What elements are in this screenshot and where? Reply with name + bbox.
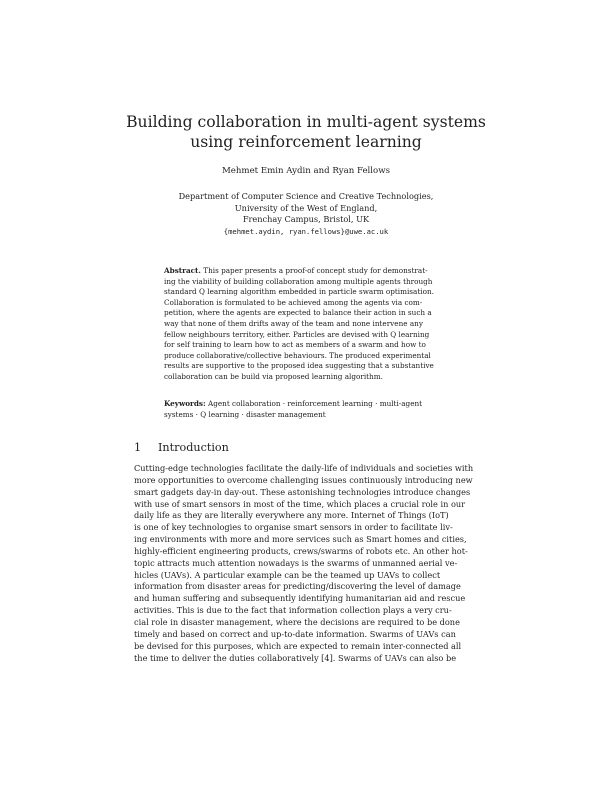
affiliation-line-3: Frenchay Campus, Bristol, UK: [242, 214, 370, 224]
keywords-label: Keywords:: [164, 399, 206, 408]
abstract-line: Collaboration is formulated to be achieved among the agents via com-: [164, 297, 423, 307]
title-line-2: using reinforcement learning: [190, 133, 422, 151]
body-line: ing environments with more and more services such as Smart homes and cities,: [134, 534, 467, 545]
paper-title: [120, 112, 492, 152]
affiliation: [120, 191, 492, 237]
body-line: topic attracts much attention nowadays is the swarms of unmanned aerial ve-: [134, 557, 458, 568]
body-line: with use of smart sensors in most of the time, which places a crucial role in our: [134, 498, 466, 509]
section-heading-introduction: [134, 441, 229, 455]
abstract-line: produce collaborative/collective behaviours. The produced experimental: [164, 350, 431, 360]
abstract-line: ing the viability of building collaboration among multiple agents through: [164, 276, 433, 286]
body-line: activities. This is due to the fact that information collection plays a very cru-: [134, 605, 452, 616]
body-line: more opportunities to overcome challenging issues continuously introducing new: [134, 474, 473, 485]
abstract-line: fellow neighbours territory, either. Particles are devised with Q learning: [164, 329, 430, 339]
abstract-line: way that none of them drifts away of the team and none intervene any: [164, 318, 423, 328]
affiliation-line-1: Department of Computer Science and Creative Technologies,: [178, 191, 434, 201]
body-line: is one of key technologies to organise smart sensors in order to facilitate liv-: [134, 522, 453, 533]
section-number: 1: [134, 441, 142, 454]
body-line: the time to deliver the duties collaboratively [4]. Swarms of UAVs can also be: [134, 652, 457, 663]
author-list: Mehmet Emin Aydin and Ryan Fellows: [222, 166, 390, 176]
abstract-line: for self training to learn how to act as members of a swarm and how to: [164, 340, 426, 350]
abstract-line: collaboration can be build via proposed learning algorithm.: [164, 371, 383, 381]
abstract-label: Abstract.: [164, 266, 201, 275]
keywords-line: systems · Q learning · disaster management: [164, 409, 326, 419]
body-line: and human suffering and subsequently identifying humanitarian aid and rescue: [134, 593, 466, 604]
abstract-line: standard Q learning algorithm embedded in particle swarm optimisation.: [164, 287, 434, 297]
abstract-line: results are supportive to the proposed idea suggesting that a substantive: [164, 361, 434, 371]
body-line: highly-efficient engineering products, crews/swarms of robots etc. An other hot-: [134, 545, 468, 556]
body-line: Cutting-edge technologies facilitate the daily-life of individuals and societies with: [134, 463, 474, 473]
title-line-1: Building collaboration in multi-agent systems: [126, 113, 486, 131]
body-line: cial role in disaster management, where the decisions are required to be done: [134, 616, 460, 627]
body-line: timely and based on correct and up-to-date information. Swarms of UAVs can: [134, 628, 456, 639]
body-line: daily life as they are literally everywhere any more. Internet of Things (IoT): [134, 510, 449, 521]
body-line: information from disaster areas for predicting/discovering the level of damage: [134, 581, 461, 592]
abstract-line: petition, where the agents are expected to balance their action in such a: [164, 308, 432, 318]
author-email: {mehmet.aydin, ryan.fellows}@uwe.ac.uk: [223, 226, 389, 236]
body-line: be devised for this purposes, which are expected to remain inter-connected all: [134, 640, 462, 651]
body-line: smart gadgets day-in day-out. These astonishing technologies introduce changes: [134, 486, 471, 497]
abstract: [164, 266, 452, 383]
keywords: [164, 399, 452, 420]
abstract-line: Abstract. This paper presents a proof-of concept study for demonstrat-: [164, 266, 428, 275]
section-title: Introduction: [158, 441, 229, 454]
body-line: hicles (UAVs). A particular example can be the teamed up UAVs to collect: [134, 569, 441, 580]
introduction-body: [134, 463, 482, 664]
keywords-line: Keywords: Agent collaboration · reinforcement learning · multi-agent: [164, 399, 423, 408]
affiliation-line-2: University of the West of England,: [234, 202, 378, 213]
